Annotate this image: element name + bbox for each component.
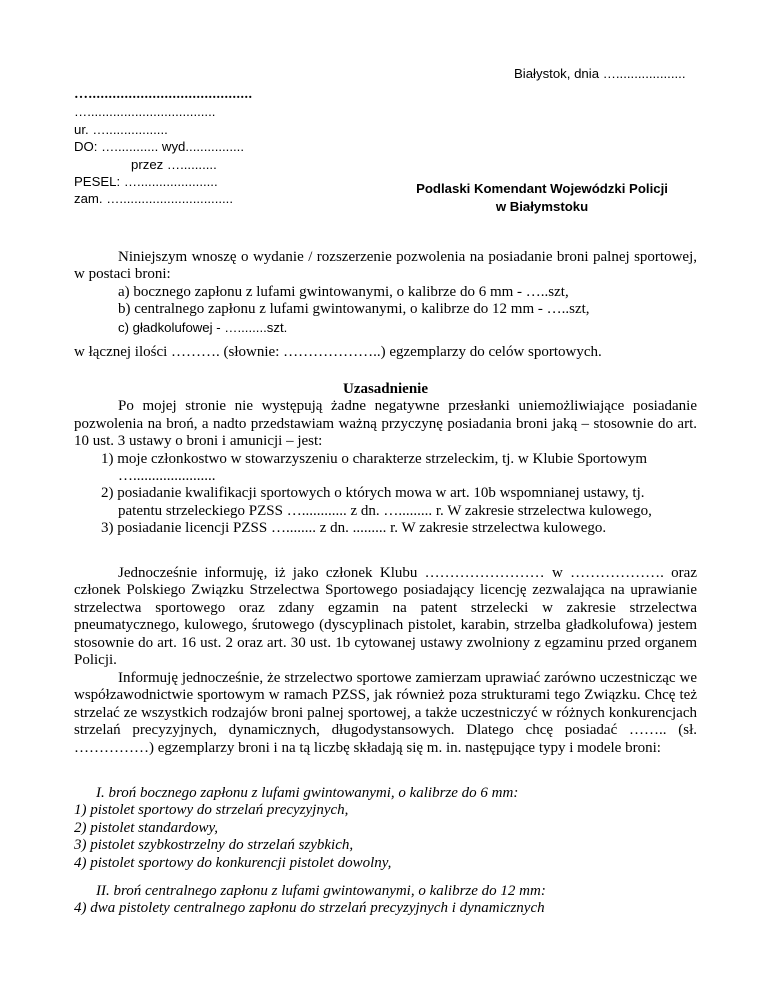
justification-intro: Po mojej stronie nie występują żadne negatywne przesłanki uniemożliwiające posiadanie pozwolenia na broń, a nadto przedstawiam ważną przyczynę posiadania broni jaką – stosownie do art. 10 ust. 3 ustawy o broni i amunicji – jest: <box>74 398 697 450</box>
sender-issued-by: przez ….......... <box>131 156 217 172</box>
list-item: 2) pistolet standardowy, <box>74 819 219 836</box>
list-item-number: 2) <box>101 485 114 502</box>
justification-title: Uzasadnienie <box>342 381 428 397</box>
justification-section <box>74 381 697 538</box>
weapons-section-2 <box>74 883 697 918</box>
sender-name: …......................................... <box>74 87 253 102</box>
sender-line2: …................................... <box>74 104 216 120</box>
list-item-continuation: …...................... <box>118 468 216 485</box>
list-item <box>74 451 697 486</box>
date-line: Białystok, dnia …................... <box>514 66 686 81</box>
list-item-text: moje członkostwo w stowarzyszeniu o charakterze strzeleckim, tj. w Klubie Sportowym <box>117 450 648 467</box>
weapons-section-1-heading: I. broń bocznego zapłonu z lufami gwintowanymi, o kalibrze do 6 mm: <box>96 785 519 801</box>
request-section <box>74 249 697 336</box>
recipient-block <box>392 180 692 216</box>
request-total: w łącznej ilości ………. (słownie: ………………..) egzemplarzy do celów sportowych. <box>74 344 602 360</box>
list-item-text: posiadanie licencji PZSS …........ z dn. ......... r. W zakresie strzelectwa kulowego. <box>117 520 607 537</box>
paragraph-sport: Informuję jednocześnie, że strzelectwo sportowe zamierzam uprawiać zarówno uczestnicząc we współzawodnictwie sportowym w ramach PZSS, jak również poza strukturami tego Związku. Chcę też strzelać ze wszystkich rodzajów broni palnej sportowej, a także uczestniczyć w różnych konkurencjach strzelań precyzyjnych, dynamicznych, długodystansowych. Dlatego chcę posiadać …….. (sł. ……………) egzemplarzy broni i na tą liczbę składają się m. in. następujące typy i modele broni: <box>74 670 697 756</box>
recipient-line1: Podlaski Komendant Wojewódzki Policji <box>416 181 668 196</box>
list-item: 1) pistolet sportowy do strzelań precyzyjnych, <box>74 802 349 819</box>
list-item-number: 1) <box>101 450 114 467</box>
list-item-continuation: patentu strzeleckiego PZSS …............ z dn. …......... r. W zakresie strzelectwa kulowego, <box>118 502 652 519</box>
list-item: 4) dwa pistolety centralnego zapłonu do strzelań precyzyjnych i dynamicznych <box>74 900 545 917</box>
list-item: 4) pistolet sportowy do konkurencji pistolet dowolny, <box>74 854 392 871</box>
sender-pesel: PESEL: …...................... <box>74 174 218 190</box>
request-item-b: b) centralnego zapłonu z lufami gwintowanymi, o kalibrze do 12 mm - …..szt, <box>118 301 590 318</box>
sender-born: ur. …................. <box>74 121 168 137</box>
justification-list <box>74 451 697 538</box>
list-item: 3) pistolet szybkostrzelny do strzelań szybkich, <box>74 837 354 854</box>
recipient-line2: w Białymstoku <box>495 199 589 214</box>
list-item <box>74 520 697 537</box>
sender-block <box>74 86 253 208</box>
weapons-section-1 <box>74 785 697 872</box>
request-intro: Niniejszym wnoszę o wydanie / rozszerzenie pozwolenia na posiadanie broni palnej sportowej, w postaci broni: <box>74 249 697 283</box>
sender-address: zam. …............................... <box>74 191 234 207</box>
weapons-section-2-heading: II. broń centralnego zapłonu z lufami gwintowanymi, o kalibrze do 12 mm: <box>96 883 546 899</box>
paragraph-membership: Jednocześnie informuję, iż jako członek Klubu …………………… w ………………. oraz członek Polskiego Związku Strzelectwa Sportowego posiadający licencję zezwalająca na uprawianie strzelectwa sportowego oraz zdany egzamin na patent strzelecki w zakresie strzelectwa pneumatycznego, kulowego, śrutowego (dyscyplinach pistolet, karabin, strzelba gładkolufowa) jestem stosownie do art. 16 ust. 2 oraz art. 30 ust. 1b cytowanej ustawy zwolniony z egzaminu przed organem Policji. <box>74 565 697 669</box>
request-item-a: a) bocznego zapłonu z lufami gwintowanymi, o kalibrze do 6 mm - …..szt, <box>118 283 569 300</box>
list-item-number: 3) <box>101 520 114 537</box>
list-item-text: posiadanie kwalifikacji sportowych o których mowa w art. 10b wspomnianej ustawy, tj. <box>117 485 645 502</box>
list-item <box>74 485 697 520</box>
sender-id-doc: DO: …............ wyd................ <box>74 139 245 155</box>
request-item-c: c) gładkolufowej - …........szt. <box>118 319 288 335</box>
